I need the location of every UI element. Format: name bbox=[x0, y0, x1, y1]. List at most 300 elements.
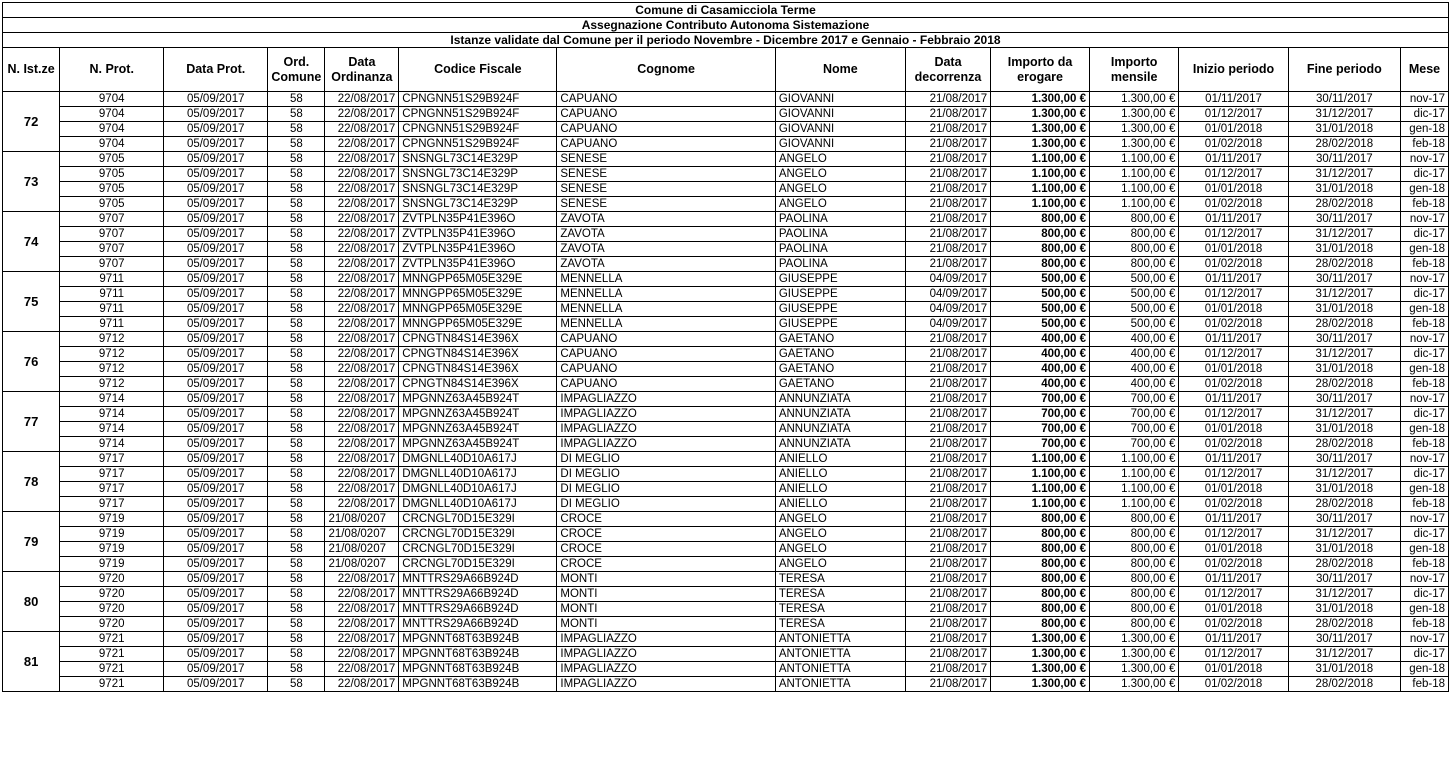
cell-data-decorrenza: 21/08/2017 bbox=[905, 242, 990, 257]
cell-codice-fiscale: SNSNGL73C14E329P bbox=[399, 152, 557, 167]
cell-fine-periodo: 31/12/2017 bbox=[1288, 527, 1400, 542]
cell-data-prot: 05/09/2017 bbox=[164, 377, 268, 392]
cell-ord-comune: 58 bbox=[268, 407, 325, 422]
cell-importo-erogare: 1.300,00 € bbox=[991, 662, 1090, 677]
cell-data-decorrenza: 21/08/2017 bbox=[905, 152, 990, 167]
cell-cognome: SENESE bbox=[557, 197, 775, 212]
cell-data-decorrenza: 21/08/2017 bbox=[905, 647, 990, 662]
cell-data-prot: 05/09/2017 bbox=[164, 422, 268, 437]
cell-cognome: ZAVOTA bbox=[557, 212, 775, 227]
col-header-nome: Nome bbox=[775, 48, 905, 92]
cell-importo-mensile: 400,00 € bbox=[1089, 362, 1178, 377]
cell-importo-mensile: 800,00 € bbox=[1089, 257, 1178, 272]
cell-cognome: SENESE bbox=[557, 167, 775, 182]
cell-inizio-periodo: 01/12/2017 bbox=[1179, 287, 1288, 302]
table-row bbox=[3, 392, 1449, 407]
cell-cognome: IMPAGLIAZZO bbox=[557, 407, 775, 422]
cell-inizio-periodo: 01/02/2018 bbox=[1179, 617, 1288, 632]
cell-fine-periodo: 28/02/2018 bbox=[1288, 137, 1400, 152]
cell-n-prot: 9720 bbox=[60, 572, 164, 587]
cell-codice-fiscale: MNNGPP65M05E329E bbox=[399, 317, 557, 332]
assignment-table bbox=[2, 2, 1449, 692]
cell-fine-periodo: 30/11/2017 bbox=[1288, 452, 1400, 467]
cell-data-decorrenza: 21/08/2017 bbox=[905, 92, 990, 107]
cell-fine-periodo: 31/12/2017 bbox=[1288, 167, 1400, 182]
cell-importo-mensile: 1.100,00 € bbox=[1089, 182, 1178, 197]
cell-importo-erogare: 800,00 € bbox=[991, 257, 1090, 272]
cell-n-prot: 9707 bbox=[60, 212, 164, 227]
col-header-n-prot: N. Prot. bbox=[60, 48, 164, 92]
cell-data-ordinanza: 22/08/2017 bbox=[325, 167, 399, 182]
cell-data-ordinanza: 22/08/2017 bbox=[325, 272, 399, 287]
cell-importo-erogare: 800,00 € bbox=[991, 512, 1090, 527]
cell-nome: GIUSEPPE bbox=[775, 302, 905, 317]
cell-fine-periodo: 31/12/2017 bbox=[1288, 107, 1400, 122]
cell-n-prot: 9704 bbox=[60, 137, 164, 152]
cell-data-decorrenza: 21/08/2017 bbox=[905, 107, 990, 122]
cell-importo-mensile: 500,00 € bbox=[1089, 302, 1178, 317]
cell-data-prot: 05/09/2017 bbox=[164, 122, 268, 137]
cell-inizio-periodo: 01/02/2018 bbox=[1179, 377, 1288, 392]
cell-nome: TERESA bbox=[775, 617, 905, 632]
col-header-inizio-periodo: Inizio periodo bbox=[1179, 48, 1288, 92]
cell-data-ordinanza: 22/08/2017 bbox=[325, 482, 399, 497]
cell-data-ordinanza: 22/08/2017 bbox=[325, 287, 399, 302]
cell-fine-periodo: 31/12/2017 bbox=[1288, 467, 1400, 482]
cell-data-decorrenza: 21/08/2017 bbox=[905, 422, 990, 437]
table-body bbox=[3, 92, 1449, 692]
cell-data-prot: 05/09/2017 bbox=[164, 137, 268, 152]
cell-cognome: CROCE bbox=[557, 527, 775, 542]
cell-importo-mensile: 1.300,00 € bbox=[1089, 92, 1178, 107]
table-row bbox=[3, 407, 1449, 422]
cell-inizio-periodo: 01/11/2017 bbox=[1179, 512, 1288, 527]
istanza-number: 74 bbox=[3, 212, 60, 272]
cell-importo-erogare: 1.100,00 € bbox=[991, 167, 1090, 182]
istanza-number: 80 bbox=[3, 572, 60, 632]
cell-importo-mensile: 1.300,00 € bbox=[1089, 137, 1178, 152]
istanza-number: 79 bbox=[3, 512, 60, 572]
cell-importo-erogare: 400,00 € bbox=[991, 332, 1090, 347]
cell-inizio-periodo: 01/12/2017 bbox=[1179, 227, 1288, 242]
cell-n-prot: 9714 bbox=[60, 392, 164, 407]
cell-codice-fiscale: MPGNNZ63A45B924T bbox=[399, 437, 557, 452]
cell-importo-mensile: 1.100,00 € bbox=[1089, 467, 1178, 482]
cell-cognome: CROCE bbox=[557, 542, 775, 557]
cell-n-prot: 9721 bbox=[60, 632, 164, 647]
cell-data-ordinanza: 22/08/2017 bbox=[325, 497, 399, 512]
cell-importo-erogare: 1.300,00 € bbox=[991, 677, 1090, 692]
cell-inizio-periodo: 01/01/2018 bbox=[1179, 542, 1288, 557]
cell-nome: ANTONIETTA bbox=[775, 632, 905, 647]
cell-mese: feb-18 bbox=[1400, 677, 1448, 692]
cell-nome: TERESA bbox=[775, 602, 905, 617]
cell-importo-mensile: 800,00 € bbox=[1089, 557, 1178, 572]
cell-inizio-periodo: 01/12/2017 bbox=[1179, 347, 1288, 362]
cell-nome: ANGELO bbox=[775, 527, 905, 542]
cell-nome: ANNUNZIATA bbox=[775, 392, 905, 407]
cell-data-prot: 05/09/2017 bbox=[164, 542, 268, 557]
cell-importo-mensile: 800,00 € bbox=[1089, 572, 1178, 587]
cell-mese: dic-17 bbox=[1400, 227, 1448, 242]
cell-data-decorrenza: 21/08/2017 bbox=[905, 137, 990, 152]
cell-inizio-periodo: 01/01/2018 bbox=[1179, 602, 1288, 617]
cell-inizio-periodo: 01/11/2017 bbox=[1179, 272, 1288, 287]
cell-data-ordinanza: 22/08/2017 bbox=[325, 362, 399, 377]
cell-ord-comune: 58 bbox=[268, 437, 325, 452]
cell-mese: dic-17 bbox=[1400, 167, 1448, 182]
cell-fine-periodo: 31/12/2017 bbox=[1288, 647, 1400, 662]
cell-n-prot: 9721 bbox=[60, 677, 164, 692]
cell-n-prot: 9711 bbox=[60, 287, 164, 302]
cell-inizio-periodo: 01/01/2018 bbox=[1179, 422, 1288, 437]
table-row bbox=[3, 512, 1449, 527]
cell-importo-mensile: 1.100,00 € bbox=[1089, 497, 1178, 512]
cell-ord-comune: 58 bbox=[268, 167, 325, 182]
cell-importo-erogare: 400,00 € bbox=[991, 377, 1090, 392]
cell-inizio-periodo: 01/11/2017 bbox=[1179, 572, 1288, 587]
cell-data-decorrenza: 04/09/2017 bbox=[905, 287, 990, 302]
cell-cognome: CROCE bbox=[557, 557, 775, 572]
cell-cognome: CAPUANO bbox=[557, 362, 775, 377]
cell-data-decorrenza: 21/08/2017 bbox=[905, 482, 990, 497]
cell-ord-comune: 58 bbox=[268, 257, 325, 272]
cell-importo-mensile: 800,00 € bbox=[1089, 527, 1178, 542]
cell-n-prot: 9704 bbox=[60, 122, 164, 137]
col-header-data-decorrenza: Data decorrenza bbox=[905, 48, 990, 92]
cell-fine-periodo: 28/02/2018 bbox=[1288, 677, 1400, 692]
cell-fine-periodo: 31/01/2018 bbox=[1288, 662, 1400, 677]
cell-cognome: CAPUANO bbox=[557, 107, 775, 122]
cell-n-prot: 9711 bbox=[60, 317, 164, 332]
cell-cognome: MENNELLA bbox=[557, 317, 775, 332]
cell-inizio-periodo: 01/11/2017 bbox=[1179, 332, 1288, 347]
cell-inizio-periodo: 01/02/2018 bbox=[1179, 257, 1288, 272]
cell-cognome: ZAVOTA bbox=[557, 257, 775, 272]
cell-importo-erogare: 1.100,00 € bbox=[991, 152, 1090, 167]
cell-ord-comune: 58 bbox=[268, 107, 325, 122]
cell-inizio-periodo: 01/12/2017 bbox=[1179, 407, 1288, 422]
cell-nome: GAETANO bbox=[775, 362, 905, 377]
cell-cognome: CAPUANO bbox=[557, 332, 775, 347]
cell-ord-comune: 58 bbox=[268, 137, 325, 152]
cell-fine-periodo: 28/02/2018 bbox=[1288, 617, 1400, 632]
cell-data-ordinanza: 22/08/2017 bbox=[325, 182, 399, 197]
table-row bbox=[3, 587, 1449, 602]
cell-importo-mensile: 1.300,00 € bbox=[1089, 662, 1178, 677]
cell-importo-mensile: 800,00 € bbox=[1089, 587, 1178, 602]
table-row bbox=[3, 107, 1449, 122]
cell-fine-periodo: 31/01/2018 bbox=[1288, 182, 1400, 197]
cell-importo-mensile: 800,00 € bbox=[1089, 242, 1178, 257]
cell-cognome: MONTI bbox=[557, 587, 775, 602]
cell-nome: ANIELLO bbox=[775, 467, 905, 482]
table-row bbox=[3, 197, 1449, 212]
cell-cognome: CAPUANO bbox=[557, 92, 775, 107]
cell-nome: GAETANO bbox=[775, 332, 905, 347]
cell-data-prot: 05/09/2017 bbox=[164, 107, 268, 122]
cell-fine-periodo: 30/11/2017 bbox=[1288, 332, 1400, 347]
cell-data-ordinanza: 21/08/0207 bbox=[325, 527, 399, 542]
cell-data-ordinanza: 22/08/2017 bbox=[325, 257, 399, 272]
cell-data-ordinanza: 21/08/0207 bbox=[325, 512, 399, 527]
cell-cognome: CAPUANO bbox=[557, 347, 775, 362]
cell-cognome: ZAVOTA bbox=[557, 242, 775, 257]
cell-data-ordinanza: 22/08/2017 bbox=[325, 212, 399, 227]
cell-inizio-periodo: 01/12/2017 bbox=[1179, 467, 1288, 482]
table-row bbox=[3, 347, 1449, 362]
table-row bbox=[3, 632, 1449, 647]
municipality-title: Comune di Casamicciola Terme bbox=[3, 3, 1449, 18]
cell-importo-erogare: 700,00 € bbox=[991, 422, 1090, 437]
cell-data-ordinanza: 22/08/2017 bbox=[325, 122, 399, 137]
cell-ord-comune: 58 bbox=[268, 122, 325, 137]
cell-n-prot: 9720 bbox=[60, 587, 164, 602]
cell-codice-fiscale: DMGNLL40D10A617J bbox=[399, 467, 557, 482]
cell-data-prot: 05/09/2017 bbox=[164, 572, 268, 587]
cell-importo-mensile: 500,00 € bbox=[1089, 287, 1178, 302]
cell-n-prot: 9704 bbox=[60, 92, 164, 107]
cell-n-prot: 9705 bbox=[60, 167, 164, 182]
cell-importo-mensile: 800,00 € bbox=[1089, 602, 1178, 617]
cell-data-ordinanza: 22/08/2017 bbox=[325, 392, 399, 407]
cell-data-ordinanza: 22/08/2017 bbox=[325, 467, 399, 482]
cell-importo-erogare: 500,00 € bbox=[991, 272, 1090, 287]
istanza-number: 73 bbox=[3, 152, 60, 212]
cell-importo-erogare: 1.100,00 € bbox=[991, 452, 1090, 467]
cell-importo-erogare: 800,00 € bbox=[991, 587, 1090, 602]
cell-inizio-periodo: 01/01/2018 bbox=[1179, 122, 1288, 137]
cell-ord-comune: 58 bbox=[268, 302, 325, 317]
cell-cognome: SENESE bbox=[557, 182, 775, 197]
cell-n-prot: 9714 bbox=[60, 407, 164, 422]
cell-importo-mensile: 400,00 € bbox=[1089, 377, 1178, 392]
cell-data-prot: 05/09/2017 bbox=[164, 482, 268, 497]
table-row bbox=[3, 677, 1449, 692]
cell-nome: ANGELO bbox=[775, 167, 905, 182]
cell-data-decorrenza: 21/08/2017 bbox=[905, 347, 990, 362]
cell-nome: GAETANO bbox=[775, 377, 905, 392]
cell-importo-mensile: 1.300,00 € bbox=[1089, 677, 1178, 692]
cell-data-prot: 05/09/2017 bbox=[164, 92, 268, 107]
cell-inizio-periodo: 01/12/2017 bbox=[1179, 107, 1288, 122]
cell-mese: feb-18 bbox=[1400, 197, 1448, 212]
cell-data-prot: 05/09/2017 bbox=[164, 212, 268, 227]
cell-nome: PAOLINA bbox=[775, 227, 905, 242]
cell-importo-erogare: 1.100,00 € bbox=[991, 467, 1090, 482]
cell-data-ordinanza: 22/08/2017 bbox=[325, 152, 399, 167]
table-row bbox=[3, 227, 1449, 242]
cell-mese: feb-18 bbox=[1400, 557, 1448, 572]
cell-cognome: CAPUANO bbox=[557, 377, 775, 392]
cell-codice-fiscale: MNTTRS29A66B924D bbox=[399, 587, 557, 602]
cell-mese: nov-17 bbox=[1400, 572, 1448, 587]
cell-importo-mensile: 800,00 € bbox=[1089, 617, 1178, 632]
cell-mese: feb-18 bbox=[1400, 497, 1448, 512]
cell-mese: gen-18 bbox=[1400, 542, 1448, 557]
cell-fine-periodo: 30/11/2017 bbox=[1288, 152, 1400, 167]
cell-importo-erogare: 400,00 € bbox=[991, 347, 1090, 362]
cell-codice-fiscale: SNSNGL73C14E329P bbox=[399, 197, 557, 212]
cell-ord-comune: 58 bbox=[268, 377, 325, 392]
cell-nome: GIOVANNI bbox=[775, 122, 905, 137]
cell-importo-erogare: 1.300,00 € bbox=[991, 632, 1090, 647]
cell-fine-periodo: 31/12/2017 bbox=[1288, 347, 1400, 362]
cell-data-prot: 05/09/2017 bbox=[164, 197, 268, 212]
cell-inizio-periodo: 01/12/2017 bbox=[1179, 587, 1288, 602]
table-row bbox=[3, 647, 1449, 662]
cell-n-prot: 9717 bbox=[60, 467, 164, 482]
cell-ord-comune: 58 bbox=[268, 362, 325, 377]
cell-fine-periodo: 30/11/2017 bbox=[1288, 632, 1400, 647]
cell-cognome: DI MEGLIO bbox=[557, 497, 775, 512]
cell-codice-fiscale: SNSNGL73C14E329P bbox=[399, 167, 557, 182]
cell-importo-erogare: 1.100,00 € bbox=[991, 182, 1090, 197]
cell-importo-erogare: 400,00 € bbox=[991, 362, 1090, 377]
cell-codice-fiscale: CPNGNN51S29B924F bbox=[399, 107, 557, 122]
cell-ord-comune: 58 bbox=[268, 677, 325, 692]
table-row bbox=[3, 272, 1449, 287]
cell-codice-fiscale: CPNGNN51S29B924F bbox=[399, 122, 557, 137]
cell-mese: gen-18 bbox=[1400, 302, 1448, 317]
cell-codice-fiscale: ZVTPLN35P41E396O bbox=[399, 257, 557, 272]
cell-data-prot: 05/09/2017 bbox=[164, 437, 268, 452]
cell-mese: nov-17 bbox=[1400, 92, 1448, 107]
table-row bbox=[3, 617, 1449, 632]
cell-mese: nov-17 bbox=[1400, 152, 1448, 167]
cell-nome: TERESA bbox=[775, 587, 905, 602]
cell-ord-comune: 58 bbox=[268, 647, 325, 662]
cell-nome: ANIELLO bbox=[775, 452, 905, 467]
cell-ord-comune: 58 bbox=[268, 182, 325, 197]
cell-codice-fiscale: MPGNNZ63A45B924T bbox=[399, 407, 557, 422]
table-row bbox=[3, 437, 1449, 452]
cell-fine-periodo: 30/11/2017 bbox=[1288, 272, 1400, 287]
cell-codice-fiscale: DMGNLL40D10A617J bbox=[399, 497, 557, 512]
cell-data-decorrenza: 21/08/2017 bbox=[905, 632, 990, 647]
cell-inizio-periodo: 01/02/2018 bbox=[1179, 197, 1288, 212]
cell-mese: feb-18 bbox=[1400, 137, 1448, 152]
cell-inizio-periodo: 01/11/2017 bbox=[1179, 632, 1288, 647]
cell-data-prot: 05/09/2017 bbox=[164, 617, 268, 632]
cell-fine-periodo: 31/01/2018 bbox=[1288, 542, 1400, 557]
cell-mese: gen-18 bbox=[1400, 482, 1448, 497]
cell-mese: nov-17 bbox=[1400, 512, 1448, 527]
cell-n-prot: 9721 bbox=[60, 647, 164, 662]
cell-n-prot: 9705 bbox=[60, 197, 164, 212]
cell-codice-fiscale: MNTTRS29A66B924D bbox=[399, 617, 557, 632]
cell-data-prot: 05/09/2017 bbox=[164, 332, 268, 347]
cell-nome: GIOVANNI bbox=[775, 137, 905, 152]
cell-nome: ANNUNZIATA bbox=[775, 437, 905, 452]
cell-cognome: DI MEGLIO bbox=[557, 467, 775, 482]
cell-inizio-periodo: 01/01/2018 bbox=[1179, 302, 1288, 317]
cell-importo-erogare: 800,00 € bbox=[991, 602, 1090, 617]
cell-n-prot: 9720 bbox=[60, 602, 164, 617]
cell-data-ordinanza: 21/08/0207 bbox=[325, 542, 399, 557]
cell-nome: PAOLINA bbox=[775, 212, 905, 227]
cell-inizio-periodo: 01/01/2018 bbox=[1179, 242, 1288, 257]
cell-mese: feb-18 bbox=[1400, 317, 1448, 332]
cell-codice-fiscale: CRCNGL70D15E329I bbox=[399, 557, 557, 572]
cell-mese: dic-17 bbox=[1400, 647, 1448, 662]
cell-data-prot: 05/09/2017 bbox=[164, 287, 268, 302]
cell-data-prot: 05/09/2017 bbox=[164, 512, 268, 527]
cell-data-prot: 05/09/2017 bbox=[164, 407, 268, 422]
col-header-importo-erogare: Importo da erogare bbox=[991, 48, 1090, 92]
cell-cognome: IMPAGLIAZZO bbox=[557, 662, 775, 677]
cell-ord-comune: 58 bbox=[268, 572, 325, 587]
cell-data-ordinanza: 22/08/2017 bbox=[325, 332, 399, 347]
cell-importo-erogare: 800,00 € bbox=[991, 227, 1090, 242]
cell-fine-periodo: 31/12/2017 bbox=[1288, 287, 1400, 302]
cell-data-decorrenza: 21/08/2017 bbox=[905, 527, 990, 542]
cell-ord-comune: 58 bbox=[268, 92, 325, 107]
cell-mese: dic-17 bbox=[1400, 407, 1448, 422]
table-row bbox=[3, 572, 1449, 587]
cell-data-ordinanza: 22/08/2017 bbox=[325, 632, 399, 647]
istanza-number: 72 bbox=[3, 92, 60, 152]
cell-data-prot: 05/09/2017 bbox=[164, 152, 268, 167]
cell-codice-fiscale: CPNGTN84S14E396X bbox=[399, 347, 557, 362]
cell-fine-periodo: 31/01/2018 bbox=[1288, 362, 1400, 377]
cell-data-decorrenza: 21/08/2017 bbox=[905, 212, 990, 227]
cell-importo-mensile: 1.300,00 € bbox=[1089, 122, 1178, 137]
cell-importo-erogare: 700,00 € bbox=[991, 392, 1090, 407]
cell-importo-mensile: 1.100,00 € bbox=[1089, 167, 1178, 182]
cell-mese: gen-18 bbox=[1400, 182, 1448, 197]
cell-importo-erogare: 1.300,00 € bbox=[991, 647, 1090, 662]
cell-codice-fiscale: CPNGNN51S29B924F bbox=[399, 92, 557, 107]
cell-codice-fiscale: MPGNNT68T63B924B bbox=[399, 677, 557, 692]
table-row bbox=[3, 332, 1449, 347]
cell-importo-mensile: 1.100,00 € bbox=[1089, 152, 1178, 167]
cell-inizio-periodo: 01/12/2017 bbox=[1179, 167, 1288, 182]
cell-nome: ANGELO bbox=[775, 542, 905, 557]
cell-inizio-periodo: 01/11/2017 bbox=[1179, 92, 1288, 107]
cell-data-prot: 05/09/2017 bbox=[164, 167, 268, 182]
cell-importo-mensile: 500,00 € bbox=[1089, 317, 1178, 332]
cell-cognome: MENNELLA bbox=[557, 272, 775, 287]
cell-fine-periodo: 28/02/2018 bbox=[1288, 197, 1400, 212]
cell-fine-periodo: 28/02/2018 bbox=[1288, 317, 1400, 332]
cell-data-decorrenza: 21/08/2017 bbox=[905, 452, 990, 467]
cell-codice-fiscale: CRCNGL70D15E329I bbox=[399, 527, 557, 542]
cell-importo-mensile: 1.100,00 € bbox=[1089, 482, 1178, 497]
cell-importo-erogare: 500,00 € bbox=[991, 287, 1090, 302]
cell-n-prot: 9719 bbox=[60, 557, 164, 572]
col-header-cognome: Cognome bbox=[557, 48, 775, 92]
table-row bbox=[3, 137, 1449, 152]
cell-codice-fiscale: MNTTRS29A66B924D bbox=[399, 572, 557, 587]
cell-ord-comune: 58 bbox=[268, 197, 325, 212]
col-header-ord-comune: Ord. Comune bbox=[268, 48, 325, 92]
istanza-number: 78 bbox=[3, 452, 60, 512]
cell-ord-comune: 58 bbox=[268, 272, 325, 287]
cell-mese: gen-18 bbox=[1400, 242, 1448, 257]
cell-cognome: MENNELLA bbox=[557, 287, 775, 302]
cell-importo-erogare: 800,00 € bbox=[991, 572, 1090, 587]
cell-data-decorrenza: 21/08/2017 bbox=[905, 497, 990, 512]
cell-codice-fiscale: MPGNNT68T63B924B bbox=[399, 662, 557, 677]
cell-fine-periodo: 28/02/2018 bbox=[1288, 497, 1400, 512]
cell-mese: feb-18 bbox=[1400, 617, 1448, 632]
cell-data-decorrenza: 21/08/2017 bbox=[905, 542, 990, 557]
cell-nome: GIUSEPPE bbox=[775, 317, 905, 332]
cell-codice-fiscale: CPNGTN84S14E396X bbox=[399, 377, 557, 392]
cell-data-decorrenza: 21/08/2017 bbox=[905, 512, 990, 527]
cell-ord-comune: 58 bbox=[268, 242, 325, 257]
